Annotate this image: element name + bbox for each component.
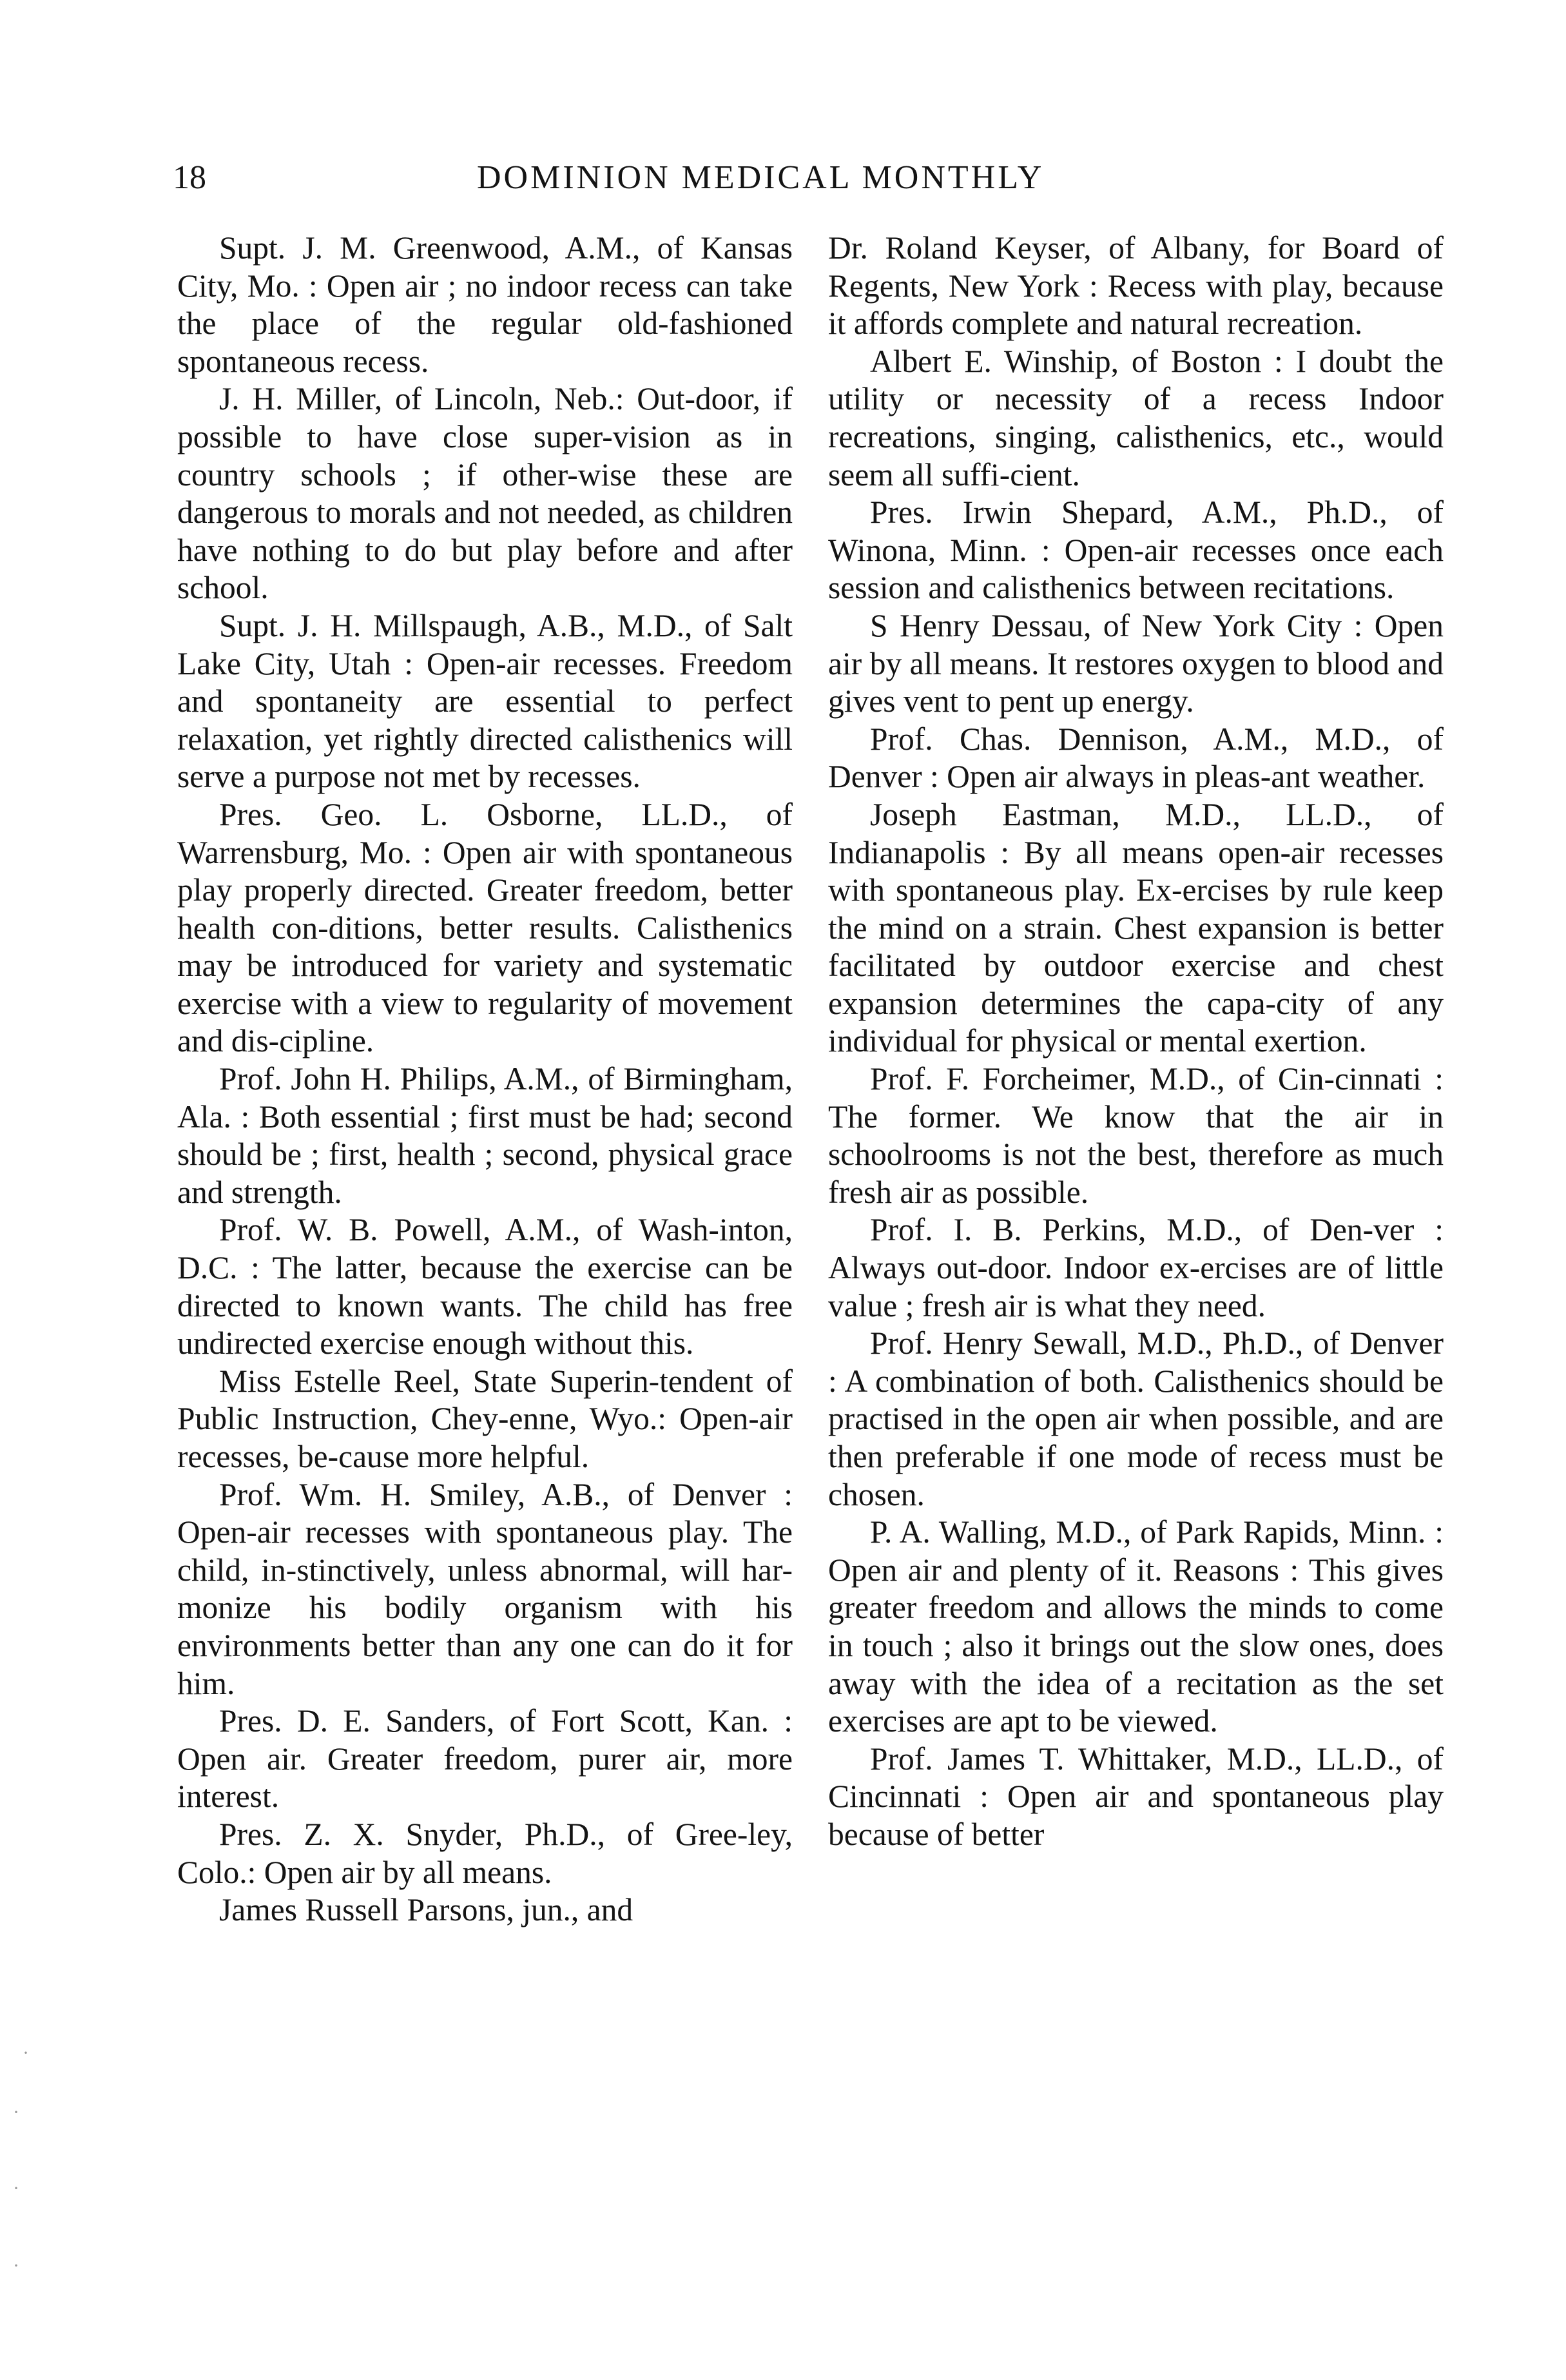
paragraph: Supt. J. M. Greenwood, A.M., of Kansas City, Mo. : Open air ; no indoor recess can take the place of the regular old-fashioned spontaneous recess. bbox=[177, 230, 793, 379]
paragraph: James Russell Parsons, jun., and bbox=[219, 1892, 633, 1928]
scan-mark: · bbox=[13, 2178, 19, 2199]
scan-mark: · bbox=[13, 2102, 19, 2123]
paragraph: Prof. F. Forcheimer, M.D., of Cin-cinnati : The former. We know that the air in schoolrooms is not the best, therefore as much fresh air as possible. bbox=[828, 1061, 1444, 1210]
paragraph: Pres. Z. X. Snyder, Ph.D., of Gree-ley, Colo.: Open air by all means. bbox=[177, 1816, 793, 1890]
running-title: DOMINION MEDICAL MONTHLY bbox=[477, 159, 1045, 196]
right-column bbox=[828, 229, 1444, 1854]
paragraph: Pres. Irwin Shepard, A.M., Ph.D., of Winona, Minn. : Open-air recesses once each session and calisthenics between recitations. bbox=[828, 494, 1444, 606]
paragraph: Joseph Eastman, M.D., LL.D., of Indianapolis : By all means open-air recesses with spontaneous play. Ex-ercises by rule keep the mind on a strain. Chest expansion is better facilitated by outdoor exercise and chest expansion determines the capa-city of any individual for physical or mental exertion. bbox=[828, 796, 1444, 1059]
paragraph: S Henry Dessau, of New York City : Open air by all means. It restores oxygen to blood and gives vent to pent up energy. bbox=[828, 607, 1444, 719]
paragraph: Prof. W. B. Powell, A.M., of Wash-inton, D.C. : The latter, because the exercise can be directed to known wants. The child has free undirected exercise enough without this. bbox=[177, 1212, 793, 1361]
paragraph: Miss Estelle Reel, State Superin-tendent of Public Instruction, Chey-enne, Wyo.: Open-air recesses, be-cause more helpful. bbox=[177, 1363, 793, 1474]
paragraph-continuation: Dr. Roland Keyser, of Albany, for Board of Regents, New York : Recess with play, because it affords complete and natural recreation. bbox=[828, 230, 1444, 342]
paragraph: Pres. D. E. Sanders, of Fort Scott, Kan. : Open air. Greater freedom, purer air, more interest. bbox=[177, 1703, 793, 1815]
paragraph: Prof. I. B. Perkins, M.D., of Den-ver : Always out-door. Indoor ex-ercises are of little value ; fresh air is what they need. bbox=[828, 1212, 1444, 1323]
page-number: 18 bbox=[173, 159, 206, 196]
paragraph: P. A. Walling, M.D., of Park Rapids, Minn. : Open air and plenty of it. Reasons : This gives greater freedom and allows the minds to come in touch ; also it brings out the slow ones, does away with the idea of a recitation as the set exercises are apt to be viewed. bbox=[828, 1514, 1444, 1739]
paragraph: Prof. James T. Whittaker, M.D., LL.D., of Cincinnati : Open air and spontaneous play because of better bbox=[828, 1741, 1444, 1852]
paragraph: J. H. Miller, of Lincoln, Neb.: Out-door, if possible to have close super-vision as in country schools ; if other-wise these are dangerous to morals and not needed, as children have nothing to do but play before and after school. bbox=[177, 381, 793, 606]
paragraph: Pres. Geo. L. Osborne, LL.D., of Warrensburg, Mo. : Open air with spontaneous play properly directed. Greater freedom, better health con-ditions, better results. Calisthenics may be introduced for variety and systematic exercise with a view to regularity of movement and dis-cipline. bbox=[177, 796, 793, 1059]
paragraph: Albert E. Winship, of Boston : I doubt the utility or necessity of a recess Indoor recreations, singing, calisthenics, etc., would seem all suffi-cient. bbox=[828, 343, 1444, 493]
scan-mark: · bbox=[23, 2042, 29, 2063]
scan-mark: · bbox=[13, 2255, 19, 2276]
paragraph: Prof. Chas. Dennison, A.M., M.D., of Denver : Open air always in pleas-ant weather. bbox=[828, 721, 1444, 795]
left-column bbox=[177, 229, 793, 1929]
paragraph: Prof. Henry Sewall, M.D., Ph.D., of Denver : A combination of both. Calisthenics should be practised in the open air when possible, and are then preferable if one mode of recess must be chosen. bbox=[828, 1325, 1444, 1512]
paragraph: Prof. Wm. H. Smiley, A.B., of Denver : Open-air recesses with spontaneous play. The child, in-stinctively, unless abnormal, will har-monize his bodily organism with his environments better than any one can do it for him. bbox=[177, 1476, 793, 1701]
paragraph: Prof. John H. Philips, A.M., of Birmingham, Ala. : Both essential ; first must be had; second should be ; first, health ; second, physical grace and strength. bbox=[177, 1061, 793, 1210]
paragraph: Supt. J. H. Millspaugh, A.B., M.D., of Salt Lake City, Utah : Open-air recesses. Freedom and spontaneity are essential to perfect relaxation, yet rightly directed calisthenics will serve a purpose not met by recesses. bbox=[177, 607, 793, 795]
